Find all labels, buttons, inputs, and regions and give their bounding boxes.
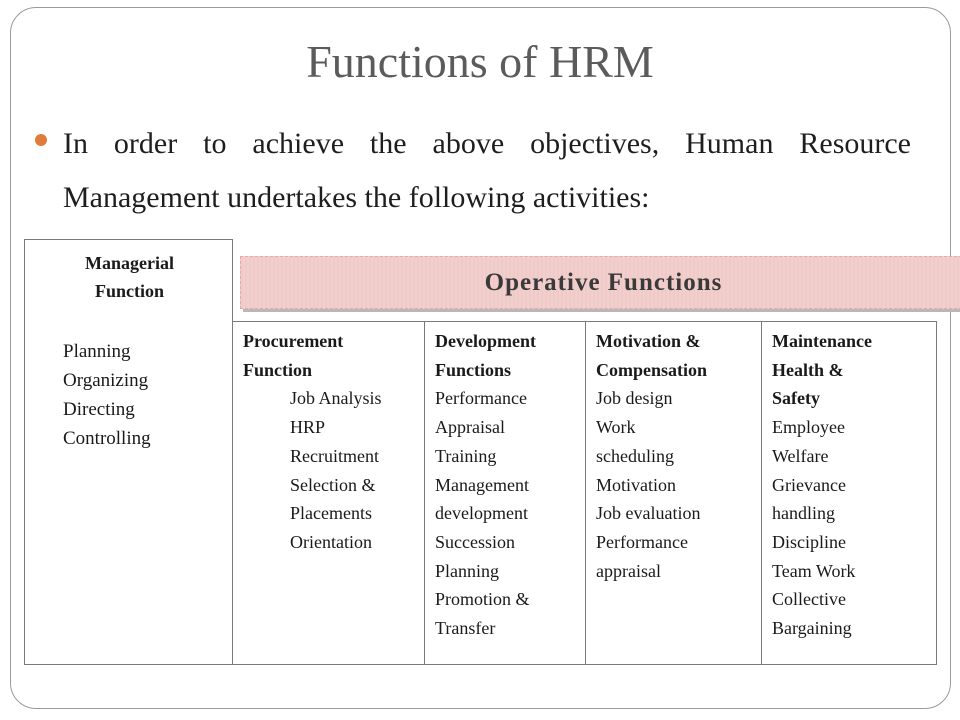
managerial-item-planning: Planning	[63, 341, 131, 362]
managerial-heading-line-2: Function	[94, 281, 164, 301]
motivation-item: Motivation	[596, 474, 676, 495]
motivation-item: scheduling	[596, 445, 674, 466]
development-item: Training	[435, 445, 497, 466]
operative-functions-banner	[240, 256, 960, 312]
development-item: development	[435, 503, 528, 524]
hrm-functions-panel	[24, 239, 937, 665]
maintenance-item: Team Work	[772, 560, 856, 581]
bullet-line-1: In order to achieve the above objectives, Human Resource	[63, 127, 911, 160]
bullet-paragraph	[63, 117, 911, 225]
procurement-item: Job Analysis	[290, 388, 382, 409]
banner-label: Operative Functions	[484, 269, 723, 296]
managerial-item-organizing: Organizing	[63, 370, 149, 391]
development-heading-line-1: Development	[435, 331, 536, 351]
motivation-item: Performance	[596, 531, 688, 552]
managerial-item-controlling: Controlling	[63, 428, 151, 449]
development-item: Appraisal	[435, 417, 505, 438]
maintenance-item: Discipline	[772, 531, 846, 552]
maintenance-heading-line-3: Safety	[772, 388, 820, 409]
motivation-heading-line-2: Compensation	[596, 359, 708, 380]
operative-columns	[232, 321, 937, 665]
bullet-marker	[35, 134, 47, 146]
motivation-item: Job design	[596, 388, 673, 409]
procurement-item: Orientation	[290, 531, 372, 552]
procurement-column	[232, 322, 424, 664]
managerial-heading-line-1: Managerial	[85, 253, 174, 273]
maintenance-item: Bargaining	[772, 618, 852, 639]
procurement-item: Placements	[290, 503, 372, 524]
motivation-item: Job evaluation	[596, 503, 701, 524]
motivation-column	[585, 322, 761, 664]
maintenance-item: Grievance	[772, 474, 846, 495]
procurement-heading-line-2: Function	[243, 359, 313, 380]
development-item: Planning	[435, 560, 500, 581]
bullet-line-2: Management undertakes the following activities:	[63, 181, 650, 214]
motivation-item: Work	[596, 417, 636, 438]
development-item: Management	[435, 474, 529, 495]
development-item: Promotion &	[435, 589, 530, 610]
development-item: Succession	[435, 531, 515, 552]
managerial-function-box	[24, 239, 233, 665]
maintenance-column	[761, 322, 936, 664]
motivation-heading-line-1: Motivation &	[596, 331, 701, 351]
development-item: Transfer	[435, 618, 496, 639]
maintenance-item: Collective	[772, 589, 846, 610]
motivation-item: appraisal	[596, 560, 661, 581]
procurement-heading-line-1: Procurement	[243, 331, 344, 351]
maintenance-item: Welfare	[772, 445, 829, 466]
managerial-heading	[25, 249, 234, 305]
development-column	[424, 322, 585, 664]
procurement-item: Recruitment	[290, 445, 379, 466]
development-heading-line-2: Functions	[435, 359, 512, 380]
maintenance-heading-line-2: Health &	[772, 359, 844, 380]
development-item: Performance	[435, 388, 527, 409]
maintenance-item: Employee	[772, 417, 845, 438]
procurement-item: HRP	[290, 417, 326, 438]
managerial-item-directing: Directing	[63, 399, 135, 420]
maintenance-item: handling	[772, 503, 835, 524]
maintenance-heading-line-1: Maintenance	[772, 331, 872, 351]
procurement-item: Selection &	[290, 474, 376, 495]
managerial-items	[63, 337, 151, 453]
slide-title: Functions of HRM	[306, 36, 654, 87]
